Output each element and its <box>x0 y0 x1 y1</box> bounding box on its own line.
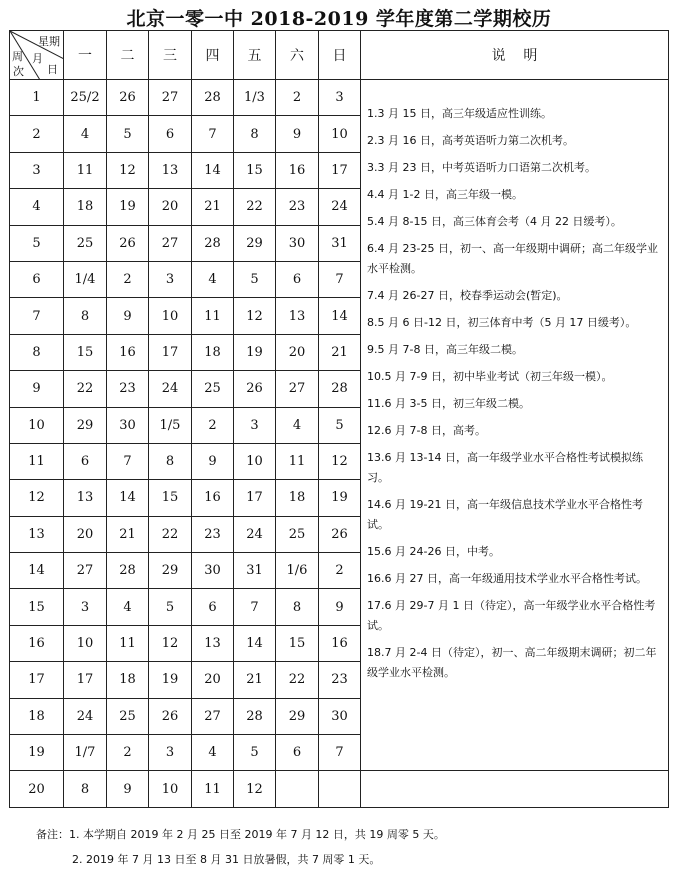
date-cell: 4 <box>192 261 234 297</box>
note-item: 11.6 月 3-5 日，初三年级二模。 <box>367 396 530 410</box>
date-cell: 21 <box>234 662 276 698</box>
day-header-sat: 六 <box>276 31 319 80</box>
date-cell: 2 <box>319 553 361 589</box>
date-cell: 5 <box>149 589 192 625</box>
date-cell: 22 <box>234 189 276 225</box>
day-header-wed: 三 <box>149 31 192 80</box>
date-cell: 10 <box>64 625 107 661</box>
date-cell: 6 <box>192 589 234 625</box>
date-cell: 8 <box>149 443 192 479</box>
date-cell: 27 <box>192 698 234 734</box>
date-cell: 15 <box>234 152 276 188</box>
corner-label-ri: 日 <box>47 63 58 76</box>
date-cell: 13 <box>276 298 319 334</box>
date-cell: 9 <box>192 443 234 479</box>
date-cell: 17 <box>319 152 361 188</box>
date-cell: 7 <box>319 261 361 297</box>
date-cell: 9 <box>107 298 149 334</box>
note-item: 4.4 月 1-2 日，高三年级一模。 <box>367 188 523 201</box>
footer-note-2: 2. 2019 年 7 月 13 日至 8 月 31 日放暑假，共 7 周零 1 天。 <box>72 853 381 866</box>
date-cell: 11 <box>276 443 319 479</box>
date-cell: 24 <box>149 371 192 407</box>
week-number-cell: 2 <box>10 116 64 152</box>
date-cell: 27 <box>149 225 192 261</box>
note-item: 5.4 月 8-15 日，高三体育会考（4 月 22 日缓考）。 <box>367 215 622 228</box>
date-cell: 11 <box>192 771 234 807</box>
date-cell: 3 <box>234 407 276 443</box>
date-cell: 6 <box>149 116 192 152</box>
date-cell: 24 <box>319 189 361 225</box>
date-cell: 22 <box>149 516 192 552</box>
date-cell: 27 <box>149 80 192 116</box>
date-cell: 29 <box>234 225 276 261</box>
date-cell: 3 <box>149 261 192 297</box>
date-cell: 21 <box>107 516 149 552</box>
date-cell: 31 <box>319 225 361 261</box>
date-cell: 26 <box>107 225 149 261</box>
date-cell: 12 <box>234 298 276 334</box>
date-cell: 29 <box>276 698 319 734</box>
week-number-cell: 5 <box>10 225 64 261</box>
date-cell: 2 <box>107 261 149 297</box>
date-cell: 12 <box>319 443 361 479</box>
date-cell: 16 <box>276 152 319 188</box>
date-cell: 13 <box>64 480 107 516</box>
week-number-cell: 20 <box>10 771 64 807</box>
week-number-cell: 11 <box>10 443 64 479</box>
date-cell: 25/2 <box>64 80 107 116</box>
note-item: 6.4 月 23-25 日，初一、高一年级期中调研；高二年级学业水平检测。 <box>367 242 658 275</box>
date-cell: 17 <box>234 480 276 516</box>
footer-note-1: 备注：1. 本学期自 2019 年 2 月 25 日至 2019 年 7 月 12 日，共 19 周零 5 天。 <box>36 828 445 841</box>
date-cell: 4 <box>64 116 107 152</box>
date-cell: 20 <box>276 334 319 370</box>
date-cell: 7 <box>192 116 234 152</box>
date-cell: 5 <box>107 116 149 152</box>
date-cell: 17 <box>64 662 107 698</box>
date-cell: 5 <box>234 261 276 297</box>
date-cell: 24 <box>234 516 276 552</box>
note-item: 1.3 月 15 日，高三年级适应性训练。 <box>367 107 552 120</box>
date-cell: 4 <box>107 589 149 625</box>
date-cell: 19 <box>234 334 276 370</box>
date-cell: 26 <box>319 516 361 552</box>
week-number-cell: 4 <box>10 189 64 225</box>
date-cell: 9 <box>107 771 149 807</box>
date-cell: 18 <box>276 480 319 516</box>
date-cell: 10 <box>234 443 276 479</box>
date-cell: 5 <box>234 735 276 771</box>
date-cell: 3 <box>64 589 107 625</box>
date-cell: 16 <box>107 334 149 370</box>
date-cell: 23 <box>319 662 361 698</box>
date-cell: 17 <box>149 334 192 370</box>
date-cell: 14 <box>192 152 234 188</box>
week-number-cell: 3 <box>10 152 64 188</box>
date-cell: 22 <box>64 371 107 407</box>
note-item: 16.6 月 27 日，高一年级通用技术学业水平合格性考试。 <box>367 571 647 585</box>
note-item: 9.5 月 7-8 日，高三年级二模。 <box>367 342 523 356</box>
date-cell: 18 <box>192 334 234 370</box>
note-item: 12.6 月 7-8 日，高考。 <box>367 423 486 437</box>
date-cell: 5 <box>319 407 361 443</box>
date-cell: 4 <box>276 407 319 443</box>
date-cell: 31 <box>234 553 276 589</box>
date-cell: 23 <box>192 516 234 552</box>
date-cell: 2 <box>192 407 234 443</box>
date-cell: 23 <box>107 371 149 407</box>
date-cell: 14 <box>234 625 276 661</box>
week-number-cell: 8 <box>10 334 64 370</box>
date-cell: 3 <box>319 80 361 116</box>
date-cell: 28 <box>192 80 234 116</box>
date-cell: 21 <box>319 334 361 370</box>
week-number-cell: 7 <box>10 298 64 334</box>
week-number-cell: 15 <box>10 589 64 625</box>
corner-label-zhou: 周 <box>12 50 23 63</box>
date-cell: 15 <box>64 334 107 370</box>
note-item: 7.4 月 26-27 日，校春季运动会(暂定)。 <box>367 288 568 302</box>
week-row <box>10 771 669 807</box>
date-cell: 23 <box>276 189 319 225</box>
note-item: 3.3 月 23 日，中考英语听力口语第二次机考。 <box>367 161 596 174</box>
note-item: 15.6 月 24-26 日，中考。 <box>367 544 500 558</box>
date-cell: 13 <box>149 152 192 188</box>
date-cell: 24 <box>64 698 107 734</box>
date-cell: 12 <box>107 152 149 188</box>
page-title: 北京一零一中 2018-2019 学年度第二学期校历 <box>126 8 552 30</box>
date-cell: 18 <box>107 662 149 698</box>
calendar-table <box>9 30 669 808</box>
week-number-cell: 12 <box>10 480 64 516</box>
date-cell: 28 <box>107 553 149 589</box>
day-header-tue: 二 <box>107 31 149 80</box>
date-cell: 27 <box>276 371 319 407</box>
note-item: 10.5 月 7-9 日，初中毕业考试（初三年级一模）。 <box>367 369 613 383</box>
date-cell: 7 <box>107 443 149 479</box>
date-cell: 9 <box>319 589 361 625</box>
date-cell: 4 <box>192 735 234 771</box>
date-cell: 10 <box>149 771 192 807</box>
date-cell: 15 <box>276 625 319 661</box>
day-header-fri: 五 <box>234 31 276 80</box>
date-cell: 30 <box>192 553 234 589</box>
date-cell: 29 <box>64 407 107 443</box>
date-cell: 28 <box>234 698 276 734</box>
date-cell: 25 <box>64 225 107 261</box>
date-cell: 20 <box>64 516 107 552</box>
date-cell: 6 <box>64 443 107 479</box>
date-cell: 14 <box>107 480 149 516</box>
week-number-cell: 9 <box>10 371 64 407</box>
date-cell: 6 <box>276 735 319 771</box>
date-cell: 12 <box>149 625 192 661</box>
note-item: 13.6 月 13-14 日，高一年级学业水平合格性考试模拟练习。 <box>367 450 643 484</box>
note-item: 18.7 月 2-4 日（待定），初一、高二年级期末调研；初二年级学业水平检测。 <box>367 645 657 679</box>
date-cell: 26 <box>149 698 192 734</box>
week-row <box>10 80 669 116</box>
date-cell: 11 <box>107 625 149 661</box>
note-item: 14.6 月 19-21 日，高一年级信息技术学业水平合格性考试。 <box>367 497 643 531</box>
date-cell: 1/3 <box>234 80 276 116</box>
calendar-body <box>10 80 669 808</box>
date-cell: 22 <box>276 662 319 698</box>
date-cell: 3 <box>149 735 192 771</box>
week-number-cell: 19 <box>10 735 64 771</box>
date-cell: 1/6 <box>276 553 319 589</box>
week-number-cell: 10 <box>10 407 64 443</box>
corner-header-cell <box>10 31 64 80</box>
note-item: 8.5 月 6 日-12 日，初三体育中考（5 月 17 日缓考）。 <box>367 315 637 329</box>
date-cell: 1/4 <box>64 261 107 297</box>
date-cell: 13 <box>192 625 234 661</box>
date-cell: 21 <box>192 189 234 225</box>
date-cell: 6 <box>276 261 319 297</box>
date-cell: 14 <box>319 298 361 334</box>
date-cell <box>319 771 361 807</box>
notes-cell <box>361 80 669 771</box>
date-cell: 25 <box>192 371 234 407</box>
note-item: 2.3 月 16 日，高考英语听力第二次机考。 <box>367 134 574 147</box>
date-cell: 11 <box>192 298 234 334</box>
date-cell: 18 <box>64 189 107 225</box>
date-cell: 10 <box>319 116 361 152</box>
header-row <box>10 31 669 80</box>
week-number-cell: 16 <box>10 625 64 661</box>
corner-label-yue: 月 <box>32 52 43 65</box>
date-cell: 30 <box>319 698 361 734</box>
date-cell: 25 <box>107 698 149 734</box>
corner-label-ci: 次 <box>13 65 24 78</box>
date-cell: 7 <box>234 589 276 625</box>
week-number-cell: 14 <box>10 553 64 589</box>
date-cell: 8 <box>64 298 107 334</box>
date-cell: 26 <box>107 80 149 116</box>
date-cell: 16 <box>192 480 234 516</box>
week-number-cell: 17 <box>10 662 64 698</box>
date-cell: 30 <box>276 225 319 261</box>
date-cell: 7 <box>319 735 361 771</box>
day-header-thu: 四 <box>192 31 234 80</box>
date-cell: 28 <box>192 225 234 261</box>
date-cell: 8 <box>64 771 107 807</box>
date-cell: 10 <box>149 298 192 334</box>
date-cell: 19 <box>107 189 149 225</box>
notes-header: 说 明 <box>361 31 669 80</box>
date-cell: 26 <box>234 371 276 407</box>
date-cell: 15 <box>149 480 192 516</box>
date-cell: 28 <box>319 371 361 407</box>
week-number-cell: 18 <box>10 698 64 734</box>
week-number-cell: 6 <box>10 261 64 297</box>
week-number-cell: 1 <box>10 80 64 116</box>
date-cell: 1/5 <box>149 407 192 443</box>
date-cell: 2 <box>276 80 319 116</box>
note-item: 17.6 月 29-7 月 1 日（待定），高一年级学业水平合格性考试。 <box>367 598 656 632</box>
day-header-mon: 一 <box>64 31 107 80</box>
date-cell: 1/7 <box>64 735 107 771</box>
date-cell: 16 <box>319 625 361 661</box>
date-cell: 8 <box>276 589 319 625</box>
date-cell: 12 <box>234 771 276 807</box>
date-cell: 30 <box>107 407 149 443</box>
date-cell: 11 <box>64 152 107 188</box>
date-cell: 8 <box>234 116 276 152</box>
date-cell: 27 <box>64 553 107 589</box>
week-number-cell: 13 <box>10 516 64 552</box>
date-cell: 19 <box>149 662 192 698</box>
empty-notes-cell <box>361 771 669 807</box>
date-cell: 20 <box>192 662 234 698</box>
date-cell: 9 <box>276 116 319 152</box>
date-cell <box>276 771 319 807</box>
day-header-sun: 日 <box>319 31 361 80</box>
date-cell: 19 <box>319 480 361 516</box>
date-cell: 25 <box>276 516 319 552</box>
date-cell: 2 <box>107 735 149 771</box>
date-cell: 29 <box>149 553 192 589</box>
corner-label-xingqi: 星期 <box>38 35 60 48</box>
date-cell: 20 <box>149 189 192 225</box>
